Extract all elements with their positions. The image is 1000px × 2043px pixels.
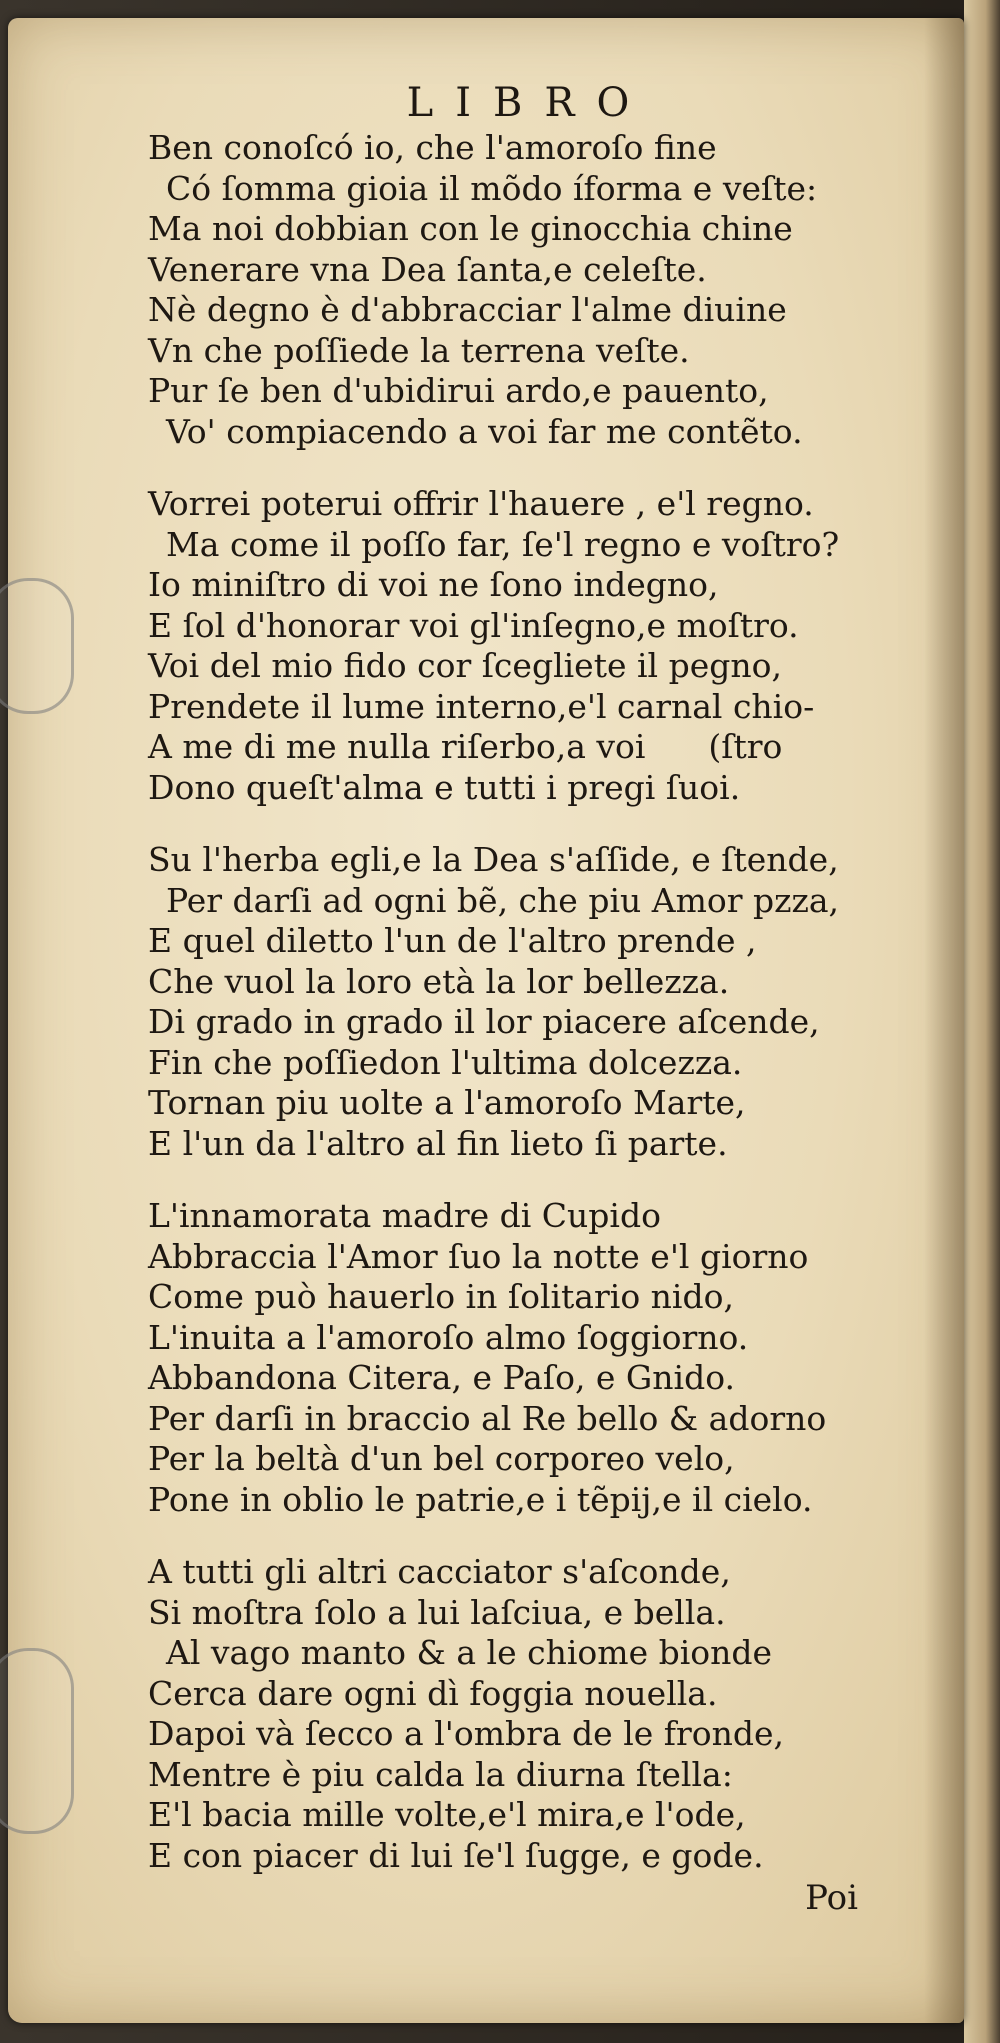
- verse-line: Vn che poſſiede la terrena veſte.: [148, 330, 690, 370]
- stanza-1: [148, 128, 888, 452]
- verse-line: Vorrei poterui offrir l'hauere , e'l regno.: [148, 484, 814, 523]
- verse-line: Venerare vna Dea ſanta,e celeſte.: [148, 249, 707, 289]
- verse-line: Fin che poſſiedon l'ultima dolcezza.: [148, 1042, 743, 1082]
- verse-line: Come può hauerlo in ſolitario nido,: [148, 1277, 734, 1316]
- verse-line: Prendete il lume interno,e'l carnal chio-: [148, 686, 815, 726]
- page-text: [148, 78, 888, 1918]
- verse-line: Tornan piu uolte a l'amoroſo Marte,: [148, 1083, 746, 1122]
- page-clip-bottom: [0, 1648, 74, 1834]
- verse-line: Abbraccia l'Amor ſuo la notte e'l giorno: [148, 1236, 809, 1276]
- verse-line: Ma come il poſſo far, ſe'l regno e voſtro?: [166, 524, 840, 564]
- verse-line: A tutti gli altri cacciator s'aſconde,: [148, 1552, 731, 1591]
- verse-line: Ben conoſcó io, che l'amoroſo fine: [148, 128, 717, 167]
- gutter-shadow: [924, 18, 964, 2023]
- verse-line: E l'un da l'altro al fin lieto ſi parte.: [148, 1123, 728, 1163]
- verse-line: E con piacer di lui ſe'l ſugge, e gode.: [148, 1835, 764, 1875]
- verse-line: E ſol d'honorar voi gl'inſegno,e moſtro.: [148, 605, 799, 645]
- adjacent-page-edge: [964, 0, 1000, 2043]
- verse-line: Per darſi ad ogni bẽ, che piu Amor pzza,: [166, 880, 840, 920]
- verse-line: A me di me nulla riſerbo,a voi (ſtro: [148, 727, 783, 766]
- verse-line: Voi del mio fido cor ſcegliete il pegno,: [148, 646, 782, 685]
- verse-line: Abbandona Citera, e Paſo, e Gnido.: [148, 1358, 736, 1397]
- verse-line: Io miniſtro di voi ne ſono indegno,: [148, 565, 719, 604]
- stanza-3: [148, 840, 888, 1164]
- verse-line: Cerca dare ogni dì foggia nouella.: [148, 1673, 718, 1713]
- verse-line: Di grado in grado il lor piacere aſcende,: [148, 1002, 820, 1041]
- stanza-4: [148, 1196, 888, 1520]
- running-header: LIBRO: [406, 80, 652, 126]
- verse-line: L'inuita a l'amoroſo almo ſoggiorno.: [148, 1317, 749, 1357]
- verse-line: Dapoi và ſecco a l'ombra de le fronde,: [148, 1714, 785, 1753]
- verse-line: Pone in oblio le patrie,e i tẽpij,e il cielo.: [148, 1479, 813, 1519]
- verse-line: Nè degno è d'abbracciar l'alme diuine: [148, 290, 787, 329]
- verse-line: Ma noi dobbian con le ginocchia chine: [148, 209, 793, 248]
- verse-line: Su l'herba egli,e la Dea s'aſſide, e ſtende,: [148, 840, 839, 879]
- stanza-2: [148, 484, 888, 808]
- verse-line: E'l bacia mille volte,e'l mira,e l'ode,: [148, 1795, 746, 1834]
- verse-line: Mentre è piu calda la diurna ſtella:: [148, 1754, 733, 1794]
- stanza-5: [148, 1552, 888, 1876]
- verse-line: Có ſomma gioia il mõdo íforma e veſte:: [166, 168, 818, 208]
- verse-line: Vo' compiacendo a voi far me contẽto.: [166, 411, 803, 451]
- verse-line: Dono queſt'alma e tutti i pregi ſuoi.: [148, 767, 741, 807]
- verse-line: Pur ſe ben d'ubidirui ardo,e pauento,: [148, 371, 769, 410]
- verse-line: Per darſi in braccio al Re bello & adorno: [148, 1398, 827, 1438]
- verse-line: Al vago manto & a le chiome bionde: [166, 1633, 773, 1672]
- verse-line: Per la beltà d'un bel corporeo velo,: [148, 1439, 735, 1478]
- verse-line: L'innamorata madre di Cupido: [148, 1196, 661, 1235]
- page-clip-top: [0, 578, 74, 714]
- catchword: Poi: [805, 1878, 858, 1918]
- verse-line: E quel diletto l'un de l'altro prende ,: [148, 921, 757, 960]
- verse-line: Si moſtra ſolo a lui laſciua, e bella.: [148, 1592, 726, 1632]
- verse-line: Che vuol la loro età la lor bellezza.: [148, 961, 730, 1001]
